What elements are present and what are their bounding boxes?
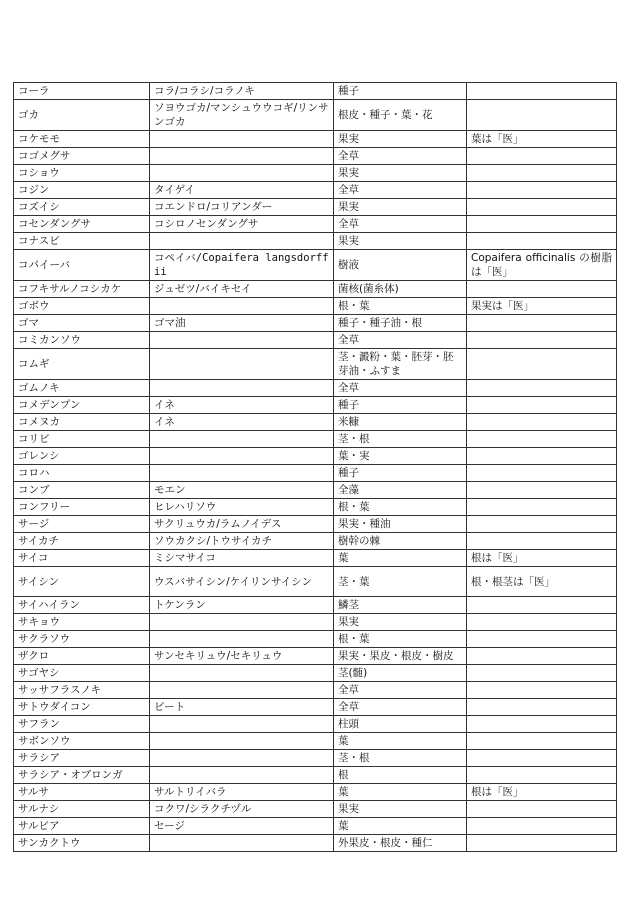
herb-name-cell: コフキサルノコシカケ: [14, 281, 150, 298]
part-cell: 全藻: [334, 482, 467, 499]
part-cell: 果実: [334, 131, 467, 148]
alias-cell: [150, 431, 334, 448]
note-cell: [467, 233, 617, 250]
alias-cell: [150, 448, 334, 465]
alias-cell: ヒレハリソウ: [150, 499, 334, 516]
note-cell: [467, 397, 617, 414]
herb-name-cell: サンカクトウ: [14, 835, 150, 852]
alias-cell: コラ/コラシ/コラノキ: [150, 83, 334, 100]
alias-cell: ミシマサイコ: [150, 550, 334, 567]
note-cell: [467, 100, 617, 131]
alias-cell: イネ: [150, 397, 334, 414]
herb-name-cell: コンブ: [14, 482, 150, 499]
part-cell: 米糠: [334, 414, 467, 431]
alias-cell: サンセキリュウ/セキリュウ: [150, 648, 334, 665]
note-cell: [467, 199, 617, 216]
part-cell: 果実: [334, 614, 467, 631]
note-cell: [467, 482, 617, 499]
part-cell: 全草: [334, 682, 467, 699]
part-cell: 全草: [334, 182, 467, 199]
alias-cell: [150, 465, 334, 482]
alias-cell: イネ: [150, 414, 334, 431]
alias-cell: タイゲイ: [150, 182, 334, 199]
part-cell: 種子: [334, 465, 467, 482]
table-row: [14, 465, 617, 482]
note-cell: [467, 315, 617, 332]
note-cell: [467, 767, 617, 784]
note-cell: [467, 682, 617, 699]
table-row: [14, 682, 617, 699]
alias-cell: [150, 380, 334, 397]
alias-cell: モエン: [150, 482, 334, 499]
note-cell: [467, 648, 617, 665]
alias-cell: コペイバ/Copaifera langsdorffii: [150, 250, 334, 281]
part-cell: 果実: [334, 233, 467, 250]
note-cell: [467, 380, 617, 397]
herb-name-cell: ゴレンシ: [14, 448, 150, 465]
part-cell: 樹幹の棘: [334, 533, 467, 550]
note-cell: [467, 631, 617, 648]
table-row: [14, 431, 617, 448]
part-cell: 種子・種子油・根: [334, 315, 467, 332]
alias-cell: ソウカクシ/トウサイカチ: [150, 533, 334, 550]
alias-cell: ゴマ油: [150, 315, 334, 332]
herb-name-cell: コメデンプン: [14, 397, 150, 414]
part-cell: 根・葉: [334, 298, 467, 315]
table-row: [14, 281, 617, 298]
note-cell: [467, 716, 617, 733]
table-row: [14, 414, 617, 431]
herb-name-cell: サルビア: [14, 818, 150, 835]
herb-name-cell: ゴカ: [14, 100, 150, 131]
herb-name-cell: コジン: [14, 182, 150, 199]
note-cell: [467, 699, 617, 716]
note-cell: [467, 216, 617, 233]
table-row: [14, 818, 617, 835]
alias-cell: [150, 332, 334, 349]
herb-name-cell: サイカチ: [14, 533, 150, 550]
alias-cell: [150, 733, 334, 750]
part-cell: 茎・葉: [334, 567, 467, 597]
part-cell: 柱頭: [334, 716, 467, 733]
herb-name-cell: サラシア: [14, 750, 150, 767]
alias-cell: [150, 750, 334, 767]
alias-cell: コエンドロ/コリアンダー: [150, 199, 334, 216]
part-cell: 全草: [334, 216, 467, 233]
note-cell: [467, 165, 617, 182]
herb-name-cell: コナスビ: [14, 233, 150, 250]
part-cell: 根・葉: [334, 631, 467, 648]
table-row: [14, 597, 617, 614]
herb-name-cell: コケモモ: [14, 131, 150, 148]
herb-name-cell: サッサフラスノキ: [14, 682, 150, 699]
part-cell: 根皮・種子・葉・花: [334, 100, 467, 131]
alias-cell: [150, 835, 334, 852]
herb-name-cell: サフラン: [14, 716, 150, 733]
note-cell: [467, 83, 617, 100]
table-row: [14, 216, 617, 233]
table-row: [14, 767, 617, 784]
table-row: [14, 250, 617, 281]
herb-name-cell: コゴメグサ: [14, 148, 150, 165]
part-cell: 茎・根: [334, 750, 467, 767]
alias-cell: コクワ/シラクチヅル: [150, 801, 334, 818]
herb-name-cell: コロハ: [14, 465, 150, 482]
alias-cell: [150, 233, 334, 250]
part-cell: 根: [334, 767, 467, 784]
alias-cell: [150, 665, 334, 682]
herb-name-cell: コーラ: [14, 83, 150, 100]
herb-table-body: [14, 83, 617, 852]
part-cell: 葉: [334, 818, 467, 835]
table-row: [14, 750, 617, 767]
table-row: [14, 233, 617, 250]
part-cell: 種子: [334, 397, 467, 414]
note-cell: [467, 332, 617, 349]
part-cell: 鱗茎: [334, 597, 467, 614]
part-cell: 葉: [334, 550, 467, 567]
part-cell: 果実: [334, 165, 467, 182]
table-row: [14, 516, 617, 533]
herb-name-cell: ゴマ: [14, 315, 150, 332]
table-row: [14, 182, 617, 199]
table-row: [14, 349, 617, 380]
note-cell: [467, 414, 617, 431]
alias-cell: ジュゼツ/バイキセイ: [150, 281, 334, 298]
alias-cell: [150, 614, 334, 631]
herb-name-cell: ゴボウ: [14, 298, 150, 315]
table-row: [14, 648, 617, 665]
part-cell: 全草: [334, 380, 467, 397]
table-row: [14, 631, 617, 648]
note-cell: [467, 801, 617, 818]
herb-name-cell: サラシア・オブロンガ: [14, 767, 150, 784]
note-cell: [467, 431, 617, 448]
alias-cell: サクリュウカ/ラムノイデス: [150, 516, 334, 533]
herb-name-cell: サイハイラン: [14, 597, 150, 614]
herb-name-cell: サキョウ: [14, 614, 150, 631]
note-cell: [467, 516, 617, 533]
note-cell: [467, 733, 617, 750]
part-cell: 茎・澱粉・葉・胚芽・胚芽油・ふすま: [334, 349, 467, 380]
note-cell: [467, 750, 617, 767]
herb-name-cell: サクラソウ: [14, 631, 150, 648]
note-cell: [467, 614, 617, 631]
note-cell: [467, 597, 617, 614]
alias-cell: [150, 631, 334, 648]
table-row: [14, 499, 617, 516]
alias-cell: [150, 165, 334, 182]
herb-name-cell: サイコ: [14, 550, 150, 567]
note-cell: [467, 148, 617, 165]
table-row: [14, 482, 617, 499]
part-cell: 葉: [334, 733, 467, 750]
part-cell: 全草: [334, 148, 467, 165]
alias-cell: [150, 682, 334, 699]
table-row: [14, 699, 617, 716]
herb-name-cell: ゴムノキ: [14, 380, 150, 397]
part-cell: 種子: [334, 83, 467, 100]
note-cell: [467, 818, 617, 835]
table-row: [14, 397, 617, 414]
herb-name-cell: サトウダイコン: [14, 699, 150, 716]
alias-cell: サルトリイバラ: [150, 784, 334, 801]
table-row: [14, 567, 617, 597]
note-cell: [467, 281, 617, 298]
note-cell: 根は「医」: [467, 550, 617, 567]
note-cell: [467, 465, 617, 482]
note-cell: 果実は「医」: [467, 298, 617, 315]
table-row: [14, 835, 617, 852]
alias-cell: [150, 349, 334, 380]
part-cell: 果実・果皮・根皮・樹皮: [334, 648, 467, 665]
alias-cell: [150, 131, 334, 148]
table-row: [14, 131, 617, 148]
table-row: [14, 100, 617, 131]
alias-cell: コシロノセンダングサ: [150, 216, 334, 233]
herb-name-cell: コンフリー: [14, 499, 150, 516]
part-cell: 全草: [334, 699, 467, 716]
part-cell: 茎(髄): [334, 665, 467, 682]
alias-cell: [150, 767, 334, 784]
herb-name-cell: サゴヤシ: [14, 665, 150, 682]
note-cell: Copaifera officinalis の樹脂は「医」: [467, 250, 617, 281]
part-cell: 果実: [334, 199, 467, 216]
table-row: [14, 315, 617, 332]
table-row: [14, 298, 617, 315]
alias-cell: ビート: [150, 699, 334, 716]
table-row: [14, 801, 617, 818]
herb-table: [13, 82, 617, 852]
note-cell: [467, 182, 617, 199]
part-cell: 外果皮・根皮・種仁: [334, 835, 467, 852]
table-row: [14, 165, 617, 182]
table-row: [14, 784, 617, 801]
note-cell: 根・根茎は「医」: [467, 567, 617, 597]
part-cell: 果実・種油: [334, 516, 467, 533]
herb-name-cell: コミカンソウ: [14, 332, 150, 349]
table-row: [14, 148, 617, 165]
alias-cell: トケンラン: [150, 597, 334, 614]
table-row: [14, 716, 617, 733]
note-cell: [467, 349, 617, 380]
note-cell: [467, 665, 617, 682]
part-cell: 全草: [334, 332, 467, 349]
table-row: [14, 83, 617, 100]
table-row: [14, 614, 617, 631]
table-row: [14, 733, 617, 750]
herb-name-cell: コショウ: [14, 165, 150, 182]
alias-cell: ソヨウゴカ/マンシュウウコギ/リンサンゴカ: [150, 100, 334, 131]
herb-name-cell: コズイシ: [14, 199, 150, 216]
table-row: [14, 550, 617, 567]
part-cell: 根・葉: [334, 499, 467, 516]
alias-cell: [150, 716, 334, 733]
herb-name-cell: コムギ: [14, 349, 150, 380]
part-cell: 果実: [334, 801, 467, 818]
table-row: [14, 448, 617, 465]
table-row: [14, 665, 617, 682]
herb-name-cell: サルナシ: [14, 801, 150, 818]
part-cell: 葉・実: [334, 448, 467, 465]
alias-cell: セージ: [150, 818, 334, 835]
herb-name-cell: コパイーバ: [14, 250, 150, 281]
table-row: [14, 332, 617, 349]
part-cell: 菌核(菌糸体): [334, 281, 467, 298]
table-row: [14, 380, 617, 397]
note-cell: 葉は「医」: [467, 131, 617, 148]
alias-cell: ウスバサイシン/ケイリンサイシン: [150, 567, 334, 597]
note-cell: [467, 499, 617, 516]
herb-name-cell: コセンダングサ: [14, 216, 150, 233]
herb-name-cell: コメヌカ: [14, 414, 150, 431]
part-cell: 樹液: [334, 250, 467, 281]
part-cell: 茎・根: [334, 431, 467, 448]
note-cell: [467, 533, 617, 550]
alias-cell: [150, 298, 334, 315]
table-row: [14, 533, 617, 550]
herb-name-cell: サルサ: [14, 784, 150, 801]
herb-name-cell: コリビ: [14, 431, 150, 448]
herb-name-cell: サイシン: [14, 567, 150, 597]
note-cell: [467, 448, 617, 465]
herb-name-cell: ザクロ: [14, 648, 150, 665]
herb-name-cell: サージ: [14, 516, 150, 533]
note-cell: [467, 835, 617, 852]
table-row: [14, 199, 617, 216]
part-cell: 葉: [334, 784, 467, 801]
alias-cell: [150, 148, 334, 165]
herb-name-cell: サボンソウ: [14, 733, 150, 750]
note-cell: 根は「医」: [467, 784, 617, 801]
